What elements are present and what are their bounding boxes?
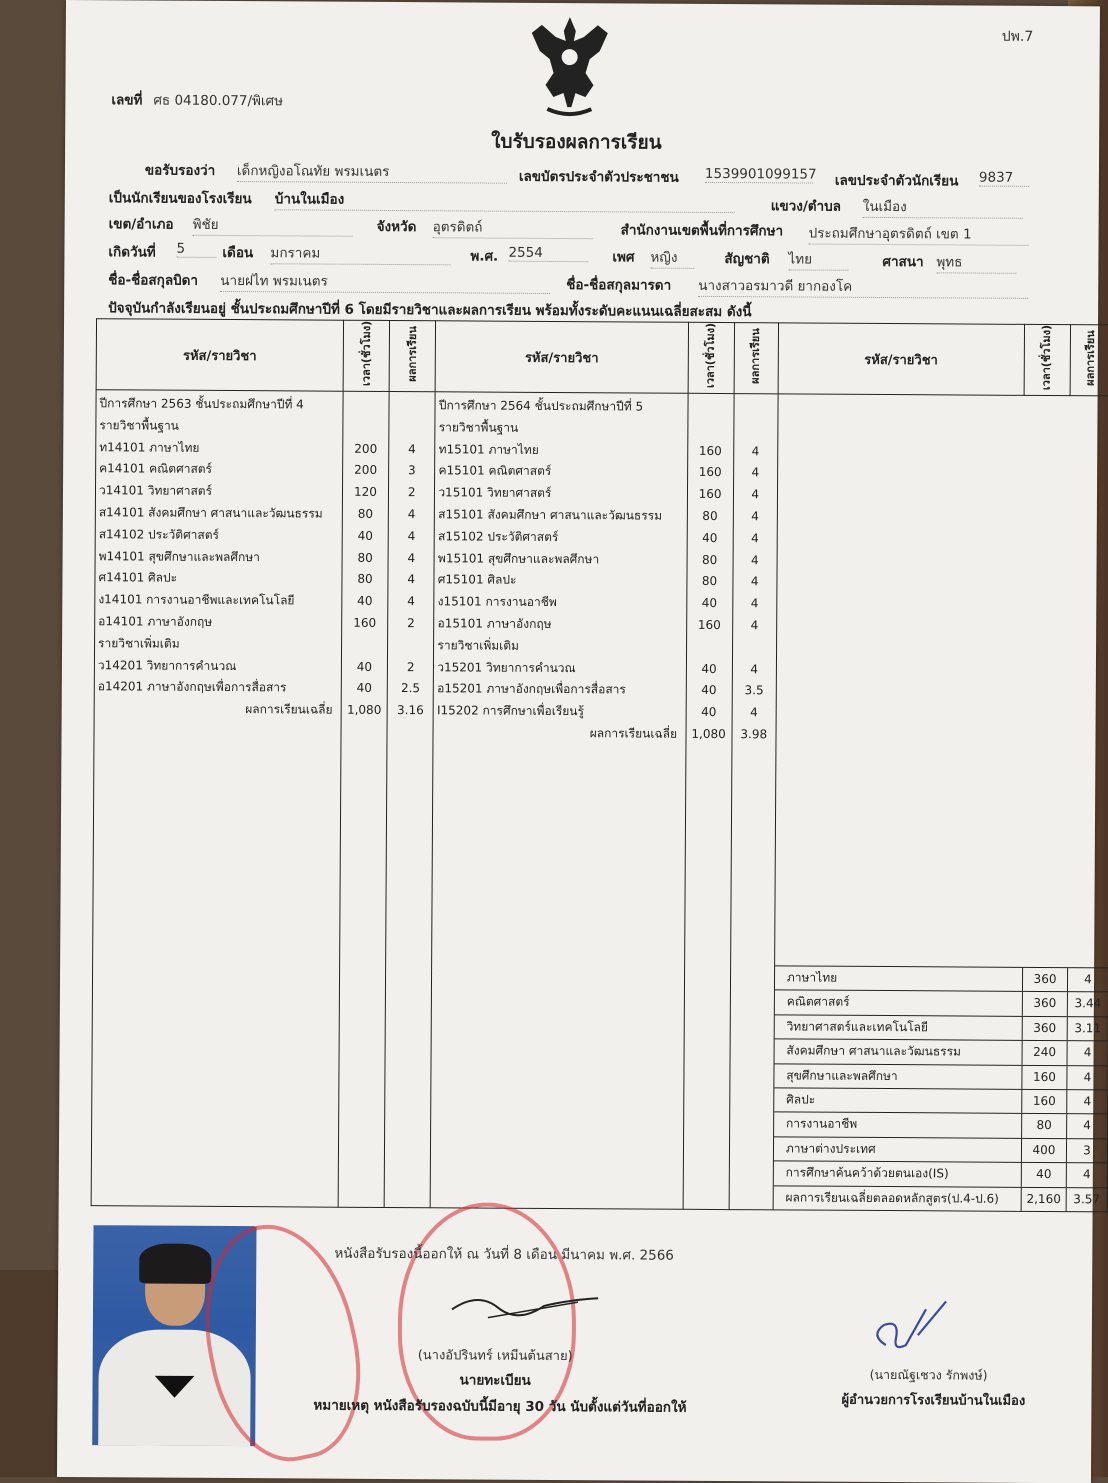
summary-row	[775, 965, 1108, 991]
year1-grade-6: 4	[407, 528, 416, 543]
footer-note: หมายเหตุ หนังสือรับรองฉบับนี้มีอายุ 30 วัน นับตั้งแต่วันที่ออกให้	[313, 1397, 687, 1416]
year2-hours-13: 40	[701, 683, 717, 698]
mother-label: ชื่อ-ชื่อสกุลมารดา	[566, 277, 672, 294]
sid-value: 9837	[979, 170, 1029, 187]
year1-grade-13: 2.5	[400, 681, 421, 696]
header-subject-3: รหัส/รายวิชา	[778, 323, 1024, 396]
year2-grade-0	[734, 397, 777, 419]
summary-grade: 3.11	[1067, 1017, 1108, 1041]
student-name: เด็กหญิงอโณทัย พรมเนตร	[237, 159, 507, 184]
summary-subject: ภาษาต่างประเทศ	[785, 1141, 876, 1156]
summary-hours: 240	[1022, 1041, 1067, 1065]
issued-date: หนังสือรับรองนี้ออกให้ ณ วันที่ 8 เดือน มีนาคม พ.ศ. 2566	[334, 1245, 674, 1264]
header-hours-3-text: เวลา(ชั่วโมง)	[1039, 325, 1054, 391]
year2-hours-1	[688, 419, 733, 441]
year2-hours-2: 160	[698, 443, 722, 458]
year2-hours-10: 160	[697, 617, 721, 632]
summary-hours: 360	[1022, 1017, 1067, 1041]
summary-subject: คณิตศาสตร์	[786, 994, 850, 1010]
year1-hours-7: 80	[357, 550, 373, 565]
year2-subject-3: ค15101 คณิตศาสตร์	[438, 463, 552, 479]
year2-hours-12: 40	[701, 661, 717, 676]
year2-grade-9: 4	[750, 596, 759, 611]
year2-grade-14: 4	[750, 705, 758, 720]
summary-grade: 3.57	[1066, 1188, 1107, 1212]
year1-subject-6: ส14102 ประวัติศาสตร์	[98, 526, 220, 542]
summary-hours: 160	[1021, 1090, 1066, 1114]
year2-subject-7: พ15101 สุขศึกษาและพลศึกษา	[437, 550, 600, 566]
province-value: อุตรดิตถ์	[433, 215, 593, 239]
certify-label: ขอรับรองว่า	[144, 162, 216, 179]
header-grade-3	[1070, 325, 1108, 396]
year1-subjects	[91, 390, 343, 1207]
year1-grade-8: 4	[407, 572, 416, 587]
summary-subject: ภาษาไทย	[786, 970, 838, 985]
month-value: มกราคม	[270, 241, 450, 265]
religion-label: ศาสนา	[882, 253, 924, 271]
year1-grade-2: 4	[408, 441, 416, 456]
born-day: 5	[176, 241, 216, 258]
summary-row	[774, 1087, 1107, 1113]
year2-grade-4: 4	[751, 487, 760, 502]
year2-hours-11	[686, 637, 731, 659]
summary-subject: สังคมศึกษา ศาสนาและวัฒนธรรม	[786, 1043, 962, 1059]
year2-subject-9: ง15101 การงานอาชีพ	[437, 594, 557, 610]
sex-label: เพศ	[612, 249, 635, 266]
born-label: เกิดวันที่	[108, 244, 156, 261]
summary-hours: 80	[1021, 1114, 1066, 1138]
year1-subject-2: ท14101 ภาษาไทย	[99, 439, 200, 455]
header-grade-2	[734, 323, 779, 394]
year1-hours-13: 40	[356, 681, 373, 696]
year2-hours-5: 80	[702, 508, 718, 523]
year2-hours	[683, 393, 734, 1209]
director-signature-icon	[866, 1295, 956, 1366]
id-value: 1539901099157	[704, 165, 817, 183]
province-label: จังหวัด	[376, 218, 417, 236]
summary-subject: สุขศึกษาและพลศึกษา	[786, 1068, 898, 1083]
year1-hours-8: 80	[357, 572, 373, 587]
year2-grade-10: 4	[750, 618, 759, 633]
year1-grade-12: 2	[406, 659, 415, 674]
year2-grades	[729, 394, 778, 1210]
year2-hours-9: 40	[701, 596, 718, 611]
year1-hours-5: 80	[357, 506, 374, 521]
year1-hours-4: 120	[354, 484, 378, 500]
summary-grade: 4	[1066, 1115, 1107, 1139]
year2-hours-6: 40	[702, 530, 718, 545]
year1-subject-4: ว14101 วิทยาศาสตร์	[98, 483, 213, 499]
year2-grade-5: 4	[751, 509, 759, 524]
year2-grade-2: 4	[751, 443, 760, 458]
nation-value: ไทย	[788, 247, 848, 270]
summary-row	[774, 1136, 1107, 1162]
year1-subject-1: รายวิชาพื้นฐาน	[99, 418, 179, 433]
year2-grade-12: 4	[750, 661, 759, 676]
summary-row	[775, 990, 1108, 1016]
year1-grade-3: 3	[407, 463, 416, 478]
year1-subject-3: ค14101 คณิตศาสตร์	[99, 461, 213, 477]
summary-subject: วิทยาศาสตร์และเทคโนโลยี	[786, 1019, 929, 1035]
current-study-text: ปัจจุบันกำลังเรียนอยู่ ชั้นประถมศึกษาปีที่ 6 โดยมีรายวิชาและผลการเรียน พร้อมทั้งระดับคะแนนเฉลี่ยสะสม ดังนี้	[108, 300, 752, 321]
year1-subject-7: พ14101 สุขศึกษาและพลศึกษา	[98, 548, 260, 564]
year2-subject-13: อ15201 ภาษาอังกฤษเพื่อการสื่อสาร	[437, 681, 626, 697]
summary-grade: 4	[1066, 1066, 1107, 1090]
year1-subject-12: ว14201 วิทยาการคำนวณ	[97, 657, 237, 673]
summary-cell	[773, 394, 1108, 1212]
summary-subject: การศึกษาค้นคว้าด้วยตนเอง(IS)	[785, 1165, 949, 1181]
registrar-name: (นางอัปรินทร์ เหมีนต้นสาย)	[417, 1348, 573, 1365]
year2-hours-7: 80	[702, 552, 718, 567]
year1-subject-14: ผลการเรียนเฉลี่ย	[245, 702, 333, 717]
summary-grade: 4	[1067, 968, 1108, 992]
summary-grade: 4	[1067, 1041, 1108, 1065]
year2-hours-8: 80	[701, 574, 718, 589]
year1-grade-11	[388, 635, 433, 657]
year-label: พ.ศ.	[470, 248, 499, 265]
year2-grade-8: 4	[750, 574, 759, 589]
header-grade-2-text: ผลการเรียน	[748, 328, 763, 385]
sex-value: หญิง	[650, 246, 694, 269]
page-title: ใบรับรองผลการเรียน	[491, 130, 662, 154]
year2-hours-14: 40	[701, 705, 717, 720]
year2-subject-12: ว15201 วิทยาการคำนวณ	[437, 659, 576, 675]
year2-subject-1: รายวิชาพื้นฐาน	[438, 420, 519, 435]
summary-row	[774, 1112, 1107, 1138]
year1-subject-11: รายวิชาเพิ่มเติม	[98, 635, 180, 651]
year2-subject-10: อ15101 ภาษาอังกฤษ	[437, 616, 552, 631]
header-grade-3-text: ผลการเรียน	[1084, 330, 1098, 387]
header-subject-1: รหัส/รายวิชา	[96, 319, 343, 392]
summary-subject: ศิลปะ	[786, 1092, 816, 1107]
year1-hours-9: 40	[357, 593, 373, 609]
district-value: พิชัย	[193, 213, 353, 237]
year1-subject-5: ส14101 สังคมศึกษา ศาสนาและวัฒนธรรม	[98, 505, 323, 521]
garuda-emblem-icon	[527, 11, 612, 120]
religion-value: พุทธ	[936, 250, 1016, 273]
year1-grade-10: 2	[407, 616, 415, 631]
year2-grade-7: 4	[751, 552, 759, 567]
sid-label: เลขประจำตัวนักเรียน	[834, 172, 959, 190]
year2-subject-2: ท15101 ภาษาไทย	[438, 441, 539, 457]
summary-row	[773, 1185, 1106, 1211]
year1-hours-11	[342, 634, 387, 656]
summary-row	[774, 1039, 1107, 1065]
summary-hours: 2,160	[1021, 1187, 1066, 1211]
summary-hours: 360	[1022, 992, 1067, 1016]
year1-hours-12: 40	[356, 659, 373, 674]
year1-hours-6: 40	[357, 528, 373, 543]
mother-value: นางสาวอรมาวดี ยากองโค	[698, 274, 1028, 299]
school-value: บ้านในเมือง	[275, 187, 735, 213]
summary-hours: 360	[1022, 968, 1067, 992]
year1-grade-5: 4	[407, 507, 416, 522]
summary-grade: 4	[1066, 1090, 1107, 1114]
summary-row	[774, 1161, 1107, 1187]
year2-grade-11	[733, 637, 776, 659]
header-grade-1	[389, 320, 436, 391]
year1-grades	[384, 391, 435, 1207]
district-label: เขต/อำเภอ	[108, 216, 174, 233]
registrar-title: นายทะเบียน	[459, 1372, 531, 1389]
form-code: ปพ.7	[1001, 28, 1034, 45]
header-hours-2-text: เวลา(ชั่วโมง)	[703, 323, 718, 389]
header-hours-1-text: เวลา(ชั่วโมง)	[359, 321, 373, 387]
summary-box	[773, 965, 1108, 1211]
id-label: เลขบัตรประจำตัวประชาชน	[518, 168, 679, 186]
year1-subject-8: ศ14101 ศิลปะ	[98, 570, 178, 586]
director-title: ผู้อำนวยการโรงเรียนบ้านในเมือง	[841, 1392, 1026, 1409]
year2-subject-15: ผลการเรียนเฉลี่ย	[589, 726, 678, 741]
year1-hours-2: 200	[354, 441, 378, 456]
school-label: เป็นนักเรียนของโรงเรียน	[108, 190, 252, 208]
year1-subject-13: อ14201 ภาษาอังกฤษเพื่อการสื่อสาร	[97, 679, 287, 695]
year2-subjects	[430, 392, 687, 1210]
summary-row	[775, 1014, 1108, 1040]
summary-row	[774, 1063, 1107, 1089]
summary-grade: 4	[1066, 1163, 1107, 1187]
grades-table	[91, 318, 1108, 1212]
nation-label: สัญชาติ	[724, 251, 770, 268]
year2-subject-0: ปีการศึกษา 2564 ชั้นประถมศึกษาปีที่ 5	[438, 398, 644, 414]
year2-grade-3: 4	[751, 465, 760, 480]
doc-no-label: เลขที่	[111, 92, 143, 109]
year1-grade-9: 4	[407, 594, 415, 609]
summary-hours: 40	[1021, 1163, 1066, 1187]
month-label: เดือน	[222, 244, 254, 262]
header-hours-1	[343, 320, 390, 391]
year2-hours-4: 160	[698, 487, 722, 502]
year1-subject-9: ง14101 การงานอาชีพและเทคโนโลยี	[98, 592, 295, 608]
doc-no-value: ศธ 04180.077/พิเศษ	[153, 92, 284, 110]
year1-subject-10: อ14101 ภาษาอังกฤษ	[98, 614, 213, 629]
year1-grade-7: 4	[407, 550, 416, 565]
year2-hours-0	[688, 397, 733, 419]
summary-hours: 400	[1021, 1139, 1066, 1163]
year2-subject-4: ว15101 วิทยาศาสตร์	[438, 485, 552, 501]
director-name: (นายณัฐเชวง รักพงษ์)	[869, 1366, 988, 1383]
year2-subject-5: ส15101 สังคมศึกษา ศาสนาและวัฒนธรรม	[438, 507, 663, 523]
photo-hair	[139, 1243, 211, 1283]
year2-grade-1	[734, 419, 777, 441]
summary-hours: 160	[1021, 1066, 1066, 1090]
summary-subject: ผลการเรียนเฉลี่ยตลอดหลักสูตร(ป.4-ป.6)	[785, 1190, 999, 1206]
header-subject-2: รหัส/รายวิชา	[435, 321, 688, 394]
year2-subject-6: ส15102 ประวัติศาสตร์	[438, 529, 559, 544]
year1-grade-4: 2	[407, 485, 416, 500]
year2-hours-15: 1,080	[691, 726, 726, 741]
header-hours-3	[1024, 324, 1071, 395]
summary-grade: 3.44	[1067, 993, 1108, 1017]
year1-hours-3: 200	[354, 463, 378, 478]
header-grade-1-text: ผลการเรียน	[405, 326, 419, 382]
year1-grade-1	[389, 417, 434, 439]
year1-subject-0: ปีการศึกษา 2563 ชั้นประถมศึกษาปีที่ 4	[99, 396, 304, 412]
certificate-paper	[57, 0, 1100, 1483]
father-label: ชื่อ-ชื่อสกุลบิดา	[108, 272, 199, 289]
year-value: 2554	[508, 245, 588, 262]
year2-grade-13: 3.5	[744, 683, 764, 698]
subdistrict-value: ในเมือง	[863, 195, 1023, 219]
year2-grade-6: 4	[751, 530, 759, 546]
subdistrict-label: แขวง/ตำบล	[770, 198, 842, 215]
header-hours-2	[688, 322, 735, 393]
year1-hours-14: 1,080	[346, 702, 382, 718]
summary-grade: 3	[1066, 1139, 1107, 1163]
year1-hours-1	[343, 416, 388, 438]
year1-hours	[338, 391, 389, 1207]
year1-grade-14: 3.16	[397, 703, 424, 718]
year2-subject-11: รายวิชาเพิ่มเติม	[437, 638, 520, 653]
year2-subject-14: I15202 การศึกษาเพื่อเรียนรู้	[436, 703, 585, 719]
registrar-signature-icon	[448, 1287, 608, 1328]
father-value: นายฝไท พรมเนตร	[220, 269, 550, 294]
year1-hours-10: 160	[353, 615, 377, 630]
year1-hours-0	[343, 395, 388, 417]
year2-hours-3: 160	[698, 465, 722, 480]
year1-grade-0	[390, 395, 435, 417]
office-value: ประถมศึกษาอุตรดิตถ์ เขต 1	[809, 222, 1029, 246]
year2-grade-15: 3.98	[740, 727, 768, 742]
year2-subject-8: ศ15101 ศิลปะ	[437, 572, 517, 588]
office-label: สำนักงานเขตพื้นที่การศึกษา	[620, 222, 784, 240]
summary-subject: การงานอาชีพ	[785, 1116, 858, 1132]
